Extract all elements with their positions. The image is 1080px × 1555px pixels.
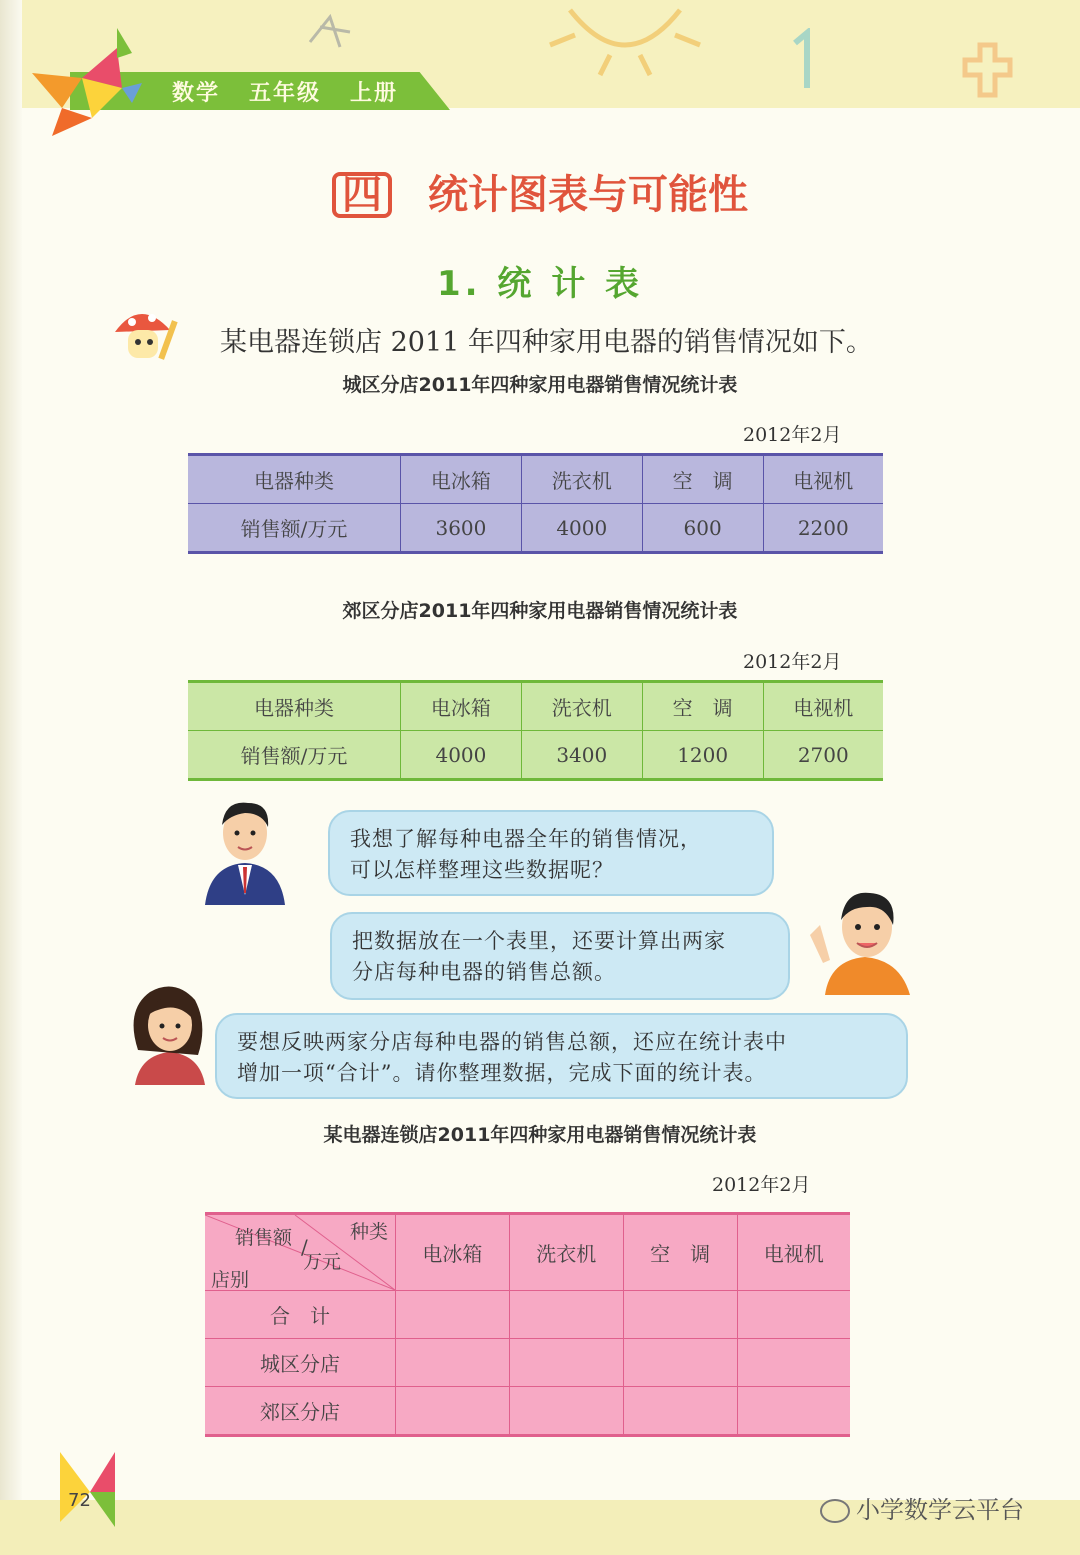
table-cell: 4000	[521, 504, 642, 553]
table-cell: 3400	[521, 731, 642, 780]
city-sales-table	[188, 453, 883, 554]
plus-sketch-icon	[960, 40, 1015, 100]
bubble-line: 我想了解每种电器全年的销售情况，	[350, 827, 702, 851]
table-cell: 电器种类	[188, 682, 401, 731]
sun-sketch-icon	[530, 0, 720, 80]
table-cell: 洗衣机	[521, 682, 642, 731]
city-table-title: 城区分店2011年四种家用电器销售情况统计表	[342, 374, 738, 396]
diagonal-header-cell	[205, 1214, 396, 1291]
table-cell: 空 调	[642, 455, 763, 504]
bubble-line: 要想反映两家分店每种电器的销售总额，还应在统计表中	[237, 1030, 787, 1054]
watermark-text: 小学数学云平台	[856, 1496, 1024, 1524]
suburb-sales-table	[188, 680, 883, 781]
corner-label-unit: 万元	[303, 1251, 342, 1273]
page-number: 72	[68, 1490, 91, 1511]
table-cell: 电视机	[763, 682, 883, 731]
table-cell: 电冰箱	[396, 1214, 510, 1291]
blank-cell[interactable]	[396, 1291, 510, 1339]
table-cell: 2200	[763, 504, 883, 553]
book-spine	[0, 0, 22, 1555]
suburb-table-title: 郊区分店2011年四种家用电器销售情况统计表	[342, 600, 738, 622]
bubble-line: 分店每种电器的销售总额。	[352, 960, 616, 984]
blank-cell[interactable]	[737, 1339, 850, 1387]
table-cell: 城区分店	[205, 1339, 396, 1387]
blank-cell[interactable]	[623, 1291, 737, 1339]
table-cell: 电器种类	[188, 455, 401, 504]
intro-text: 某电器连锁店 2011 年四种家用电器的销售情况如下。	[220, 327, 873, 358]
speech-bubble-boy	[330, 912, 790, 1000]
blank-cell[interactable]	[737, 1387, 850, 1436]
table-cell: 销售额/万元	[188, 504, 401, 553]
bubble-line: 把数据放在一个表里，还要计算出两家	[352, 929, 726, 953]
corner-label-slash: /	[301, 1235, 308, 1259]
speech-bubble-teacher	[328, 810, 774, 896]
table-cell: 600	[642, 504, 763, 553]
mushroom-mascot-icon	[110, 302, 180, 372]
table-row	[205, 1291, 850, 1339]
table-cell: 洗衣机	[521, 455, 642, 504]
blank-cell[interactable]	[737, 1291, 850, 1339]
table-cell: 销售额/万元	[188, 731, 401, 780]
blank-cell[interactable]	[509, 1339, 623, 1387]
blank-cell[interactable]	[396, 1339, 510, 1387]
table-cell: 电视机	[737, 1214, 850, 1291]
number-one-sketch-icon	[785, 28, 825, 98]
wechat-icon	[820, 1499, 850, 1523]
table-cell: 电冰箱	[401, 682, 522, 731]
blank-cell[interactable]	[509, 1291, 623, 1339]
table-cell: 4000	[401, 731, 522, 780]
bubble-line: 增加一项“合计”。请你整理数据，完成下面的统计表。	[237, 1061, 767, 1085]
table-cell: 空 调	[623, 1214, 737, 1291]
teacher-avatar	[200, 795, 290, 905]
blank-cell[interactable]	[396, 1387, 510, 1436]
star-sketch-icon	[300, 12, 360, 62]
table-row	[188, 731, 883, 780]
table-row	[188, 504, 883, 553]
section-title: 1. 统 计 表	[436, 264, 644, 304]
table-cell: 3600	[401, 504, 522, 553]
table-cell: 空 调	[642, 682, 763, 731]
boy-avatar	[805, 885, 920, 995]
blank-cell[interactable]	[623, 1387, 737, 1436]
tangram-logo-icon	[22, 28, 142, 138]
table-cell: 电视机	[763, 455, 883, 504]
table-cell: 电冰箱	[401, 455, 522, 504]
table-cell: 郊区分店	[205, 1387, 396, 1436]
total-sales-table	[205, 1212, 850, 1437]
blank-cell[interactable]	[509, 1387, 623, 1436]
corner-label-type: 种类	[350, 1221, 389, 1243]
table-cell: 洗衣机	[509, 1214, 623, 1291]
table-row	[205, 1339, 850, 1387]
speech-bubble-girl	[215, 1013, 908, 1099]
chapter-number: 四	[332, 172, 392, 218]
table-header-row	[188, 682, 883, 731]
corner-label-sales: 销售额	[235, 1227, 293, 1249]
total-table-title: 某电器连锁店2011年四种家用电器销售情况统计表	[323, 1124, 757, 1146]
suburb-table-date: 2012年2月	[743, 651, 842, 673]
blank-cell[interactable]	[623, 1339, 737, 1387]
table-row	[205, 1387, 850, 1436]
table-header-row	[188, 455, 883, 504]
total-table-date: 2012年2月	[712, 1174, 811, 1196]
corner-label-store: 店别	[211, 1269, 250, 1291]
city-table-date: 2012年2月	[743, 424, 842, 446]
table-header-row	[205, 1214, 850, 1291]
chapter-name: 统计图表与可能性	[428, 172, 748, 218]
table-cell: 合 计	[205, 1291, 396, 1339]
chapter-title	[0, 163, 1080, 220]
book-title: 数学 五年级 上册	[172, 81, 398, 106]
table-cell: 1200	[642, 731, 763, 780]
watermark	[820, 1490, 1024, 1525]
bubble-line: 可以怎样整理这些数据呢？	[350, 858, 614, 882]
girl-avatar	[120, 980, 215, 1085]
table-cell: 2700	[763, 731, 883, 780]
